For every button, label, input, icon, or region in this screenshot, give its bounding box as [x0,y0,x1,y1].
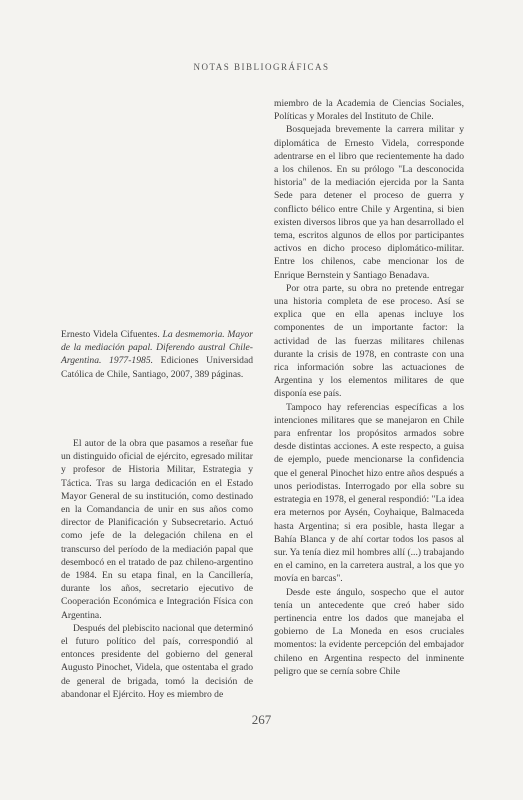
left-paragraph-1: El autor de la obra que pasamos a reseñar fue un distinguido oficial de ejército, egresado militar y profesor de Historia Militar, Estrategia y Táctica. Tras su larga dedicación en el Estado Mayor General de su institución, como destinado en la Comandancia de unir en sus años como director de Planificación y Subsecretario. Actuó como jefe de la delegación chilena en el transcurso del período de la mediación papal que desembocó en el tratado de paz chileno-argentino de 1984. En su etapa final, en la Cancillería, durante los años, secretario ejecutivo de Cooperación Económica e Integración Física con Argentina. [61,438,253,621]
reference-publisher: Ediciones Universidad Católica de Chile, Santiago, 2007, 389 páginas. [61,355,254,380]
reference-author: Ernesto Videla Cifuentes. [61,329,160,340]
running-header: NOTAS BIBLIOGRÁFICAS [193,62,330,72]
right-paragraph-5: Desde este ángulo, sospecho que el autor tenía un antecedente que creó haber sido pertinencia entre los dados que manejaba el gobierno de La Moneda en esos cruciales momentos: la evidente percepción del embajador chileno en Argentina respecto del inminente peligro que se cernía sobre Chile [274,586,464,677]
left-column [61,437,253,701]
bibliographic-reference [61,328,253,381]
right-paragraph-3: Por otra parte, su obra no pretende entregar una historia completa de ese proceso. Así se explica que en ella apenas incluye los componentes de un importante factor: la actividad de las fuerzas militares chilenas durante la crisis de 1978, en contraste con una rica información sobre las actuaciones de Argentina y los elementos militares de que disponía ese país. [274,282,464,400]
right-paragraph-4: Tampoco hay referencias específicas a los intenciones militares que se manejaron en Chile para enfrentar los propósitos armados sobre desde distintas acciones. A este respecto, a guisa de ejemplo, puede mencionarse la confidencia que el general Pinochet hizo entre años después a unos periodistas. Interrogado por ella sobre su estrategia en 1978, el general respondió: "La idea era meternos por Aysén, Coyhaique, Balmaceda hasta Argentina; si era posible, hasta llegar a Bahía Blanca y de ahí cortar todos los pasos al sur. Ya tenía diez mil hombres allí (...) trabajando en el camino, en la carretera austral, a los que yo movía en barcas". [274,401,464,585]
right-column [274,97,464,678]
page-number: 267 [251,712,272,727]
right-paragraph-2: Bosquejada brevemente la carrera militar y diplomática de Ernesto Videla, corresponde adentrarse en el libro que recientemente ha dado a los chilenos. En su prólogo "La desconocida historia" de la mediación ejercida por la Santa Sede para detener el proceso de guerra y conflicto bélico entre Chile y Argentina, si bien existen diversos libros que ya han desarrollado el tema, escritos algunos de ellos por participantes activos en dicho proceso diplomático-militar. Entre los chilenos, cabe mencionar los de Enrique Bernstein y Santiago Benadava. [274,124,464,281]
left-paragraph-2: Después del plebiscito nacional que determinó el futuro político del país, correspondió al entonces presidente del gobierno del general Augusto Pinochet, Videla, que ostentaba el grado de general de brigada, tomó la decisión de abandonar el Ejército. Hoy es miembro de [61,622,253,700]
reference-title: La desmemoria. Mayor de la mediación papal. Diferendo austral Chile-Argentina. 1977-1985. [61,329,254,367]
right-paragraph-1: miembro de la Academia de Ciencias Sociales, Políticas y Morales del Instituto de Chile. [274,98,464,123]
